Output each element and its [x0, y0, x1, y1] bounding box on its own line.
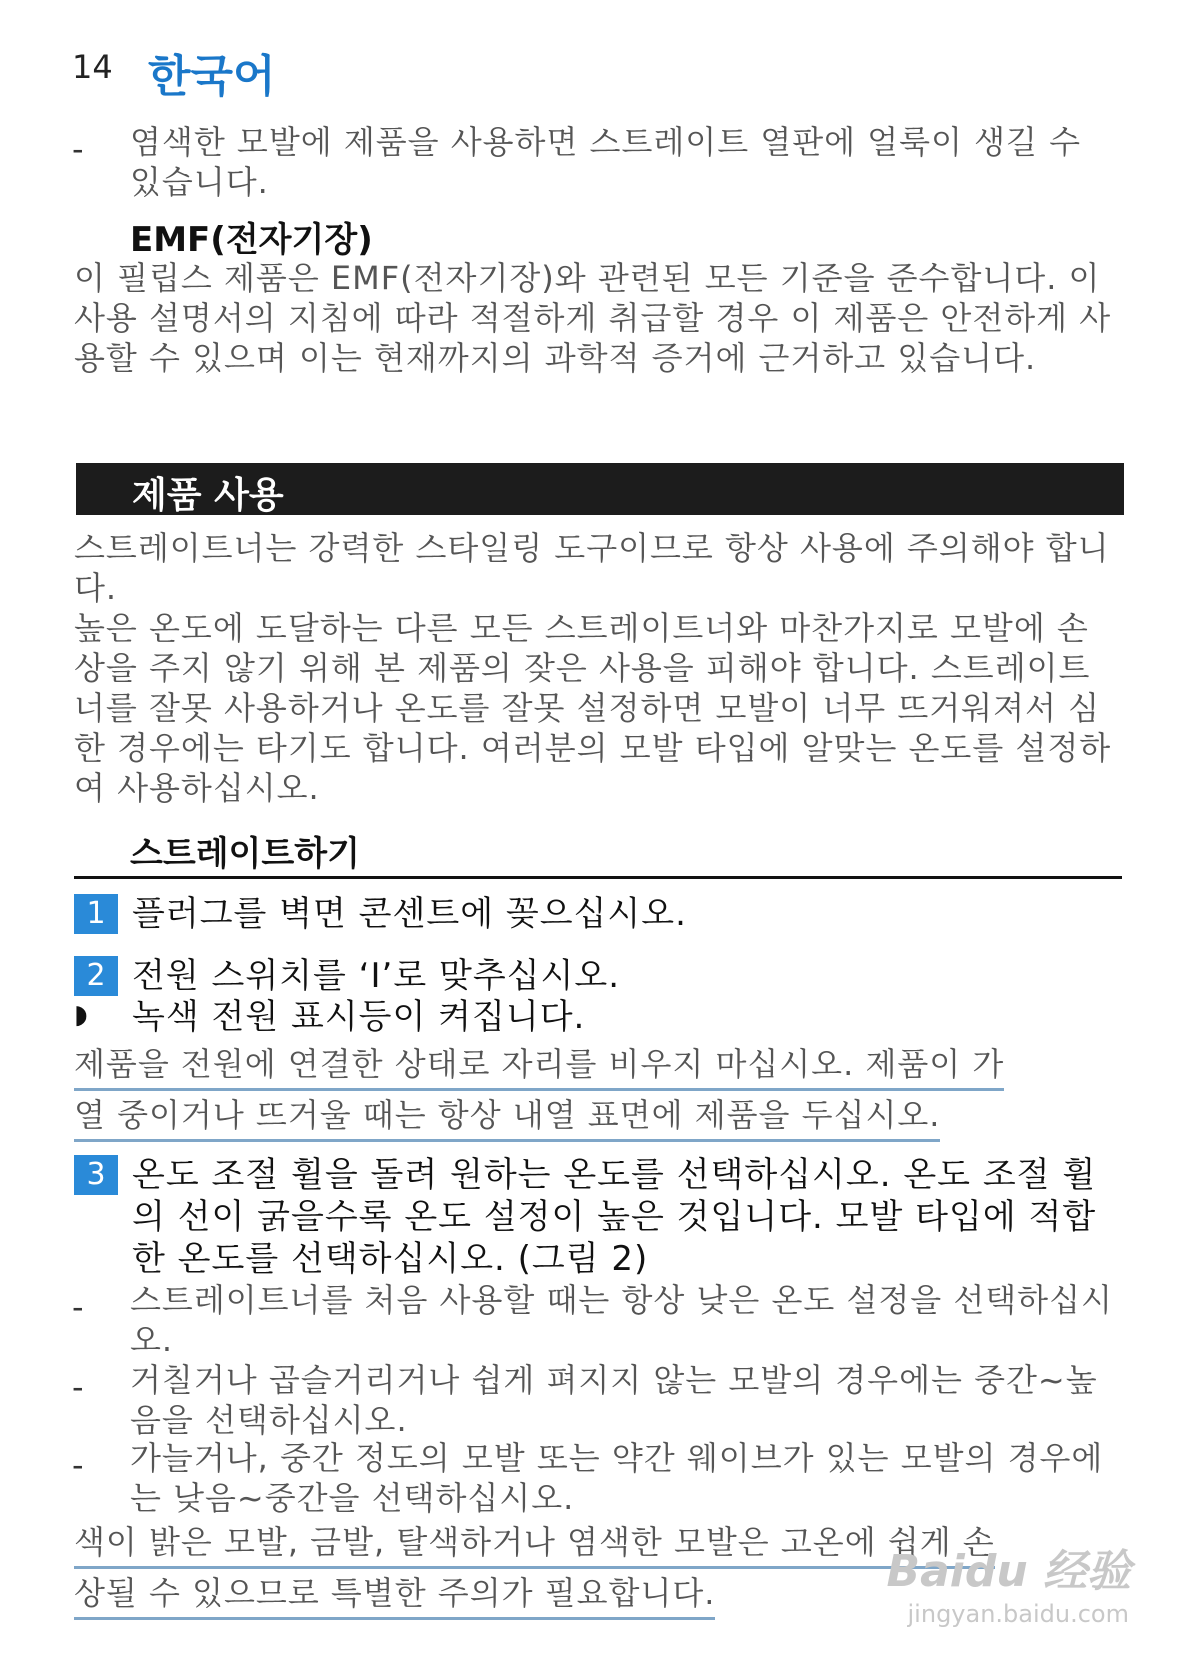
- result-arrow-icon: ◗: [74, 1000, 88, 1030]
- language-title: 한국어: [148, 51, 276, 102]
- section-title: 제품 사용: [132, 475, 284, 516]
- emf-heading: EMF(전자기장): [130, 220, 373, 260]
- step-number-1: 1: [74, 894, 118, 934]
- straightening-heading: 스트레이트하기: [130, 834, 360, 874]
- step-text-2: 전원 스위치를 ‘I’로 맞추십시오.: [132, 956, 621, 996]
- heading-rule: [74, 876, 1122, 879]
- step-number-2: 2: [74, 956, 118, 996]
- tip-dash-1: -: [72, 1288, 84, 1326]
- caution-note-1-line-2: 열 중이거나 뜨거울 때는 항상 내열 표면에 제품을 두십시오.: [74, 1091, 940, 1142]
- result-text: 녹색 전원 표시등이 켜집니다.: [132, 997, 586, 1037]
- section-header-bar: [76, 463, 1124, 515]
- bullet-dash: -: [72, 130, 84, 168]
- baidu-watermark-logo: Baidu 经验: [886, 1546, 1131, 1597]
- baidu-watermark-url: jingyan.baidu.com: [907, 1600, 1129, 1628]
- step-text-1: 플러그를 벽면 콘센트에 꽂으십시오.: [132, 894, 687, 934]
- section-paragraph-2: 높은 온도에 도달하는 다른 모든 스트레이트너와 마찬가지로 모발에 손상을 주지 않기 위해 본 제품의 잦은 사용을 피해야 합니다. 스트레이트너를 잘못 사용하거나 온도를 잘못 설정하면 모발이 너무 뜨거워져서 심한 경우에는 타기도 합니다. 여러분의 모발 타입에 알맞는 온도를 설정하여 사용하십시오.: [74, 609, 1112, 807]
- tip-dash-3: -: [72, 1446, 84, 1484]
- caution-note-2-line-2: 상될 수 있으므로 특별한 주의가 필요합니다.: [74, 1569, 715, 1620]
- step-number-3: 3: [74, 1155, 118, 1195]
- tip-text-1: 스트레이트너를 처음 사용할 때는 항상 낮은 온도 설정을 선택하십시오.: [130, 1281, 1113, 1359]
- step-text-3: 온도 조절 휠을 돌려 원하는 온도를 선택하십시오. 온도 조절 휠의 선이 굵을수록 온도 설정이 높은 것입니다. 모발 타입에 적합한 온도를 선택하십시오. (그림 2): [132, 1155, 1097, 1279]
- caution-note-2-line-1: 색이 밝은 모발, 금발, 탈색하거나 염색한 모발은 고온에 쉽게 손: [74, 1518, 995, 1569]
- section-paragraph-1: 스트레이트너는 강력한 스타일링 도구이므로 항상 사용에 주의해야 합니다.: [74, 529, 1110, 607]
- emf-body: 이 필립스 제품은 EMF(전자기장)와 관련된 모든 기준을 준수합니다. 이 사용 설명서의 지침에 따라 적절하게 취급할 경우 이 제품은 안전하게 사용할 수 있으며 이는 현재까지의 과학적 증거에 근거하고 있습니다.: [74, 259, 1112, 377]
- caution-note-1-line-1: 제품을 전원에 연결한 상태로 자리를 비우지 마십시오. 제품이 가: [74, 1040, 1004, 1091]
- page-number: 14: [72, 48, 113, 86]
- tip-text-3: 가늘거나, 중간 정도의 모발 또는 약간 웨이브가 있는 모발의 경우에는 낮음~중간을 선택하십시오.: [130, 1439, 1104, 1517]
- tip-dash-2: -: [72, 1368, 84, 1406]
- intro-bullet-text: 염색한 모발에 제품을 사용하면 스트레이트 열판에 얼룩이 생길 수 있습니다.: [130, 123, 1082, 201]
- caution-note-1: [74, 1040, 1122, 1142]
- tip-text-2: 거칠거나 곱슬거리거나 쉽게 펴지지 않는 모발의 경우에는 중간~높음을 선택하십시오.: [130, 1361, 1098, 1439]
